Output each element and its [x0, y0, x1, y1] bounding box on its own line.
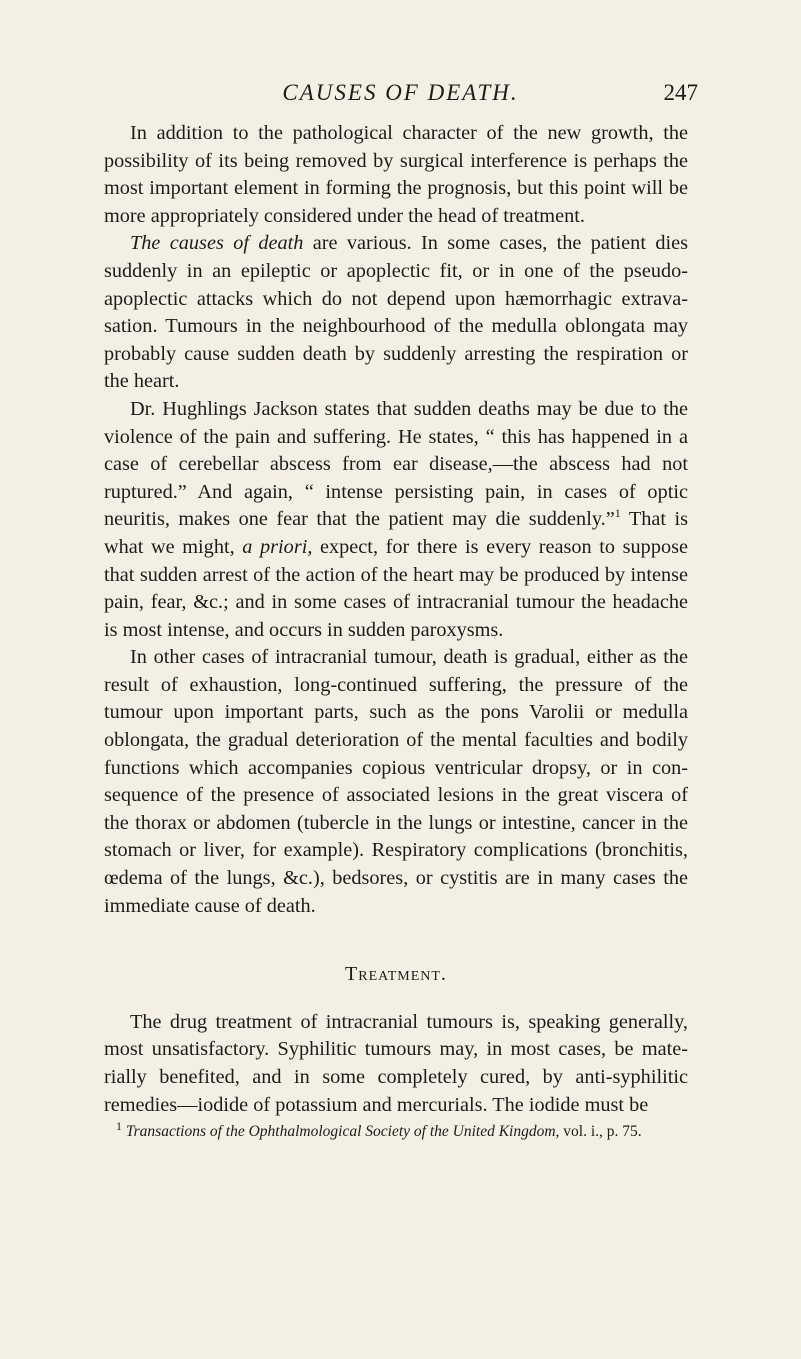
footnote-citation: vol. i., p. 75. [559, 1123, 642, 1141]
text-run: That is what we might, [104, 508, 688, 558]
paragraph: In other cases of intracranial tumour, death is gradual, either as the result of exhaustion, long-continued suffering, the pressure of the tumour upon important parts, such as the pons Varolii or medulla oblongata, the gradual deterioration of the mental faculties and bodily functions which accompanies copious ventricular dropsy, or in con-sequence of the presence of associated lesions in the great viscera of the thorax or abdomen (tubercle in the lungs or intestine, cancer in the stomach or liver, for example). Respiratory complications (bronchitis, œdema of the lungs, &c.), bedsores, or cystitis are in many cases the immediate cause of death. [104, 646, 688, 917]
text-run: are various. In some cases, the patient dies suddenly in an epileptic or apoplectic fit, or in one of the pseudo-apoplectic attacks which do not depend upon hæmorrhagic extrava-sation. Tumours in the neighbourhood of the medulla oblongata may probably cause sudden death by suddenly arresting the respiration or the heart. [104, 232, 688, 393]
emphasis: a priori, [242, 535, 313, 558]
emphasis: The causes of death [130, 232, 304, 255]
paragraph: In addition to the pathological character of the new growth, the possibility of its being removed by surgical interference is perhaps the most important element in forming the prognosis, but this point will be more appropriately considered under the head of treatment. [104, 122, 688, 227]
page-header [0, 80, 801, 114]
text-run: Dr. Hughlings Jackson states that sudden deaths may be due to the violence of the pain and suffering. He states, “ this has happened in a case of cerebellar abscess from ear disease,—the abscess had not ruptured.” And again, “ intense persisting pain, in cases of optic neuritis, makes one fear that the patient may die suddenly.” [104, 397, 688, 531]
running-head: CAUSES OF DEATH. [282, 80, 519, 105]
footnote-marker: 1 [116, 1119, 122, 1134]
paragraph [104, 396, 688, 644]
footnote-reference: 1 [614, 506, 621, 521]
section-heading: Treatment. [345, 963, 447, 986]
paragraph [104, 230, 688, 396]
paragraph: The drug treatment of intracranial tumours is, speaking generally, most unsatisfactory. Syphilitic tumours may, in most cases, be mate-rially benefited, and in some completely cured, by anti-syphilitic remedies—iodide of potassium and mercurials. The iodide must be [104, 1010, 688, 1116]
footnote-title: Transactions of the Ophthalmological Society of the United Kingdom, [125, 1123, 560, 1141]
footnote [104, 1121, 688, 1143]
page-number: 247 [663, 80, 698, 105]
text-run: expect, for there is every reason to suppose that sudden arrest of the action of the heart may be produced by intense pain, fear, &c.; and in some cases of intracranial tumour the headache is most intense, and occurs in sudden paroxysms. [104, 535, 688, 641]
body-text [104, 120, 688, 1143]
